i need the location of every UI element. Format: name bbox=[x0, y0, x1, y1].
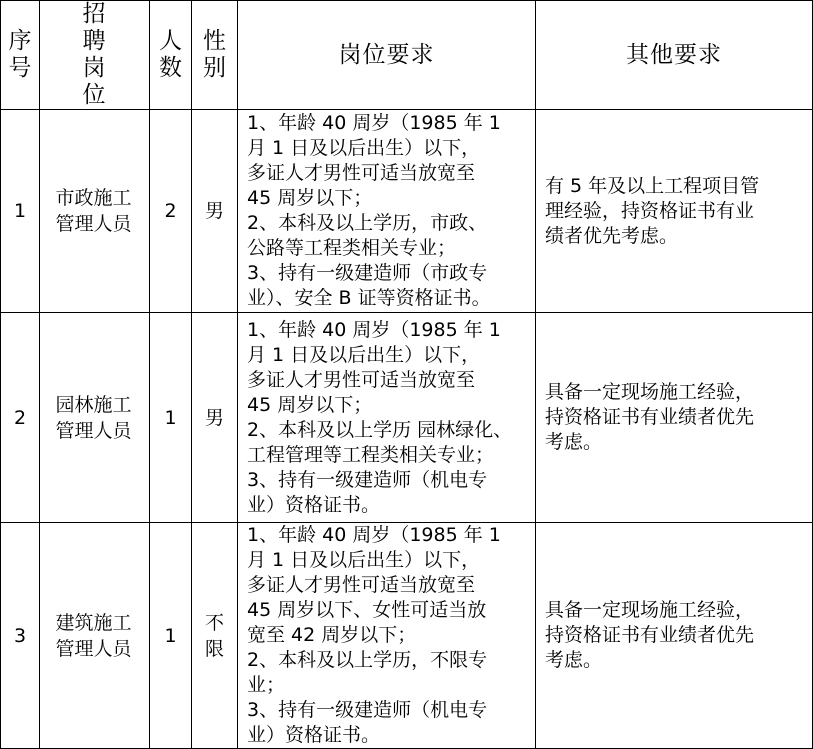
header-gender: 性别 bbox=[192, 1, 238, 110]
header-count: 人数 bbox=[150, 1, 192, 110]
row-other bbox=[536, 523, 813, 749]
header-index: 序号 bbox=[1, 1, 40, 110]
other-line: 具备一定现场施工经验， bbox=[545, 599, 755, 621]
requirement-line: 业）资格证书。 bbox=[247, 493, 381, 516]
row-requirements bbox=[238, 523, 536, 749]
row-gender: 男 bbox=[192, 110, 238, 313]
requirement-line: 1、年龄 40 周岁（1985 年 1 bbox=[247, 318, 501, 341]
other-line: 持资格证书有业绩者优先 bbox=[545, 406, 755, 428]
other-line: 考虑。 bbox=[545, 649, 603, 671]
row-index: 1 bbox=[1, 110, 40, 313]
header-row bbox=[1, 1, 813, 110]
row-position: 市政施工管理人员 bbox=[40, 110, 150, 313]
row-requirements bbox=[238, 110, 536, 313]
other-line: 理经验，持资格证书有业 bbox=[545, 199, 755, 222]
other-line: 考虑。 bbox=[545, 431, 603, 453]
requirement-line: 宽至 42 周岁以下； bbox=[247, 624, 417, 646]
requirement-line: 业）资格证书。 bbox=[247, 724, 381, 746]
table-row bbox=[1, 313, 813, 523]
requirement-line: 业）、安全 B 证等资格证书。 bbox=[247, 287, 491, 309]
other-line: 具备一定现场施工经验， bbox=[545, 381, 755, 403]
requirement-line: 多证人才男性可适当放宽至 bbox=[247, 368, 476, 391]
header-position: 招聘岗位 bbox=[40, 1, 150, 110]
requirement-line: 1、年龄 40 周岁（1985 年 1 bbox=[247, 524, 501, 546]
table-row bbox=[1, 110, 813, 313]
header-other: 其他要求 bbox=[536, 1, 813, 110]
requirement-line: 月 1 日及以后出生）以下， bbox=[247, 343, 481, 366]
row-position: 建筑施工管理人员 bbox=[40, 523, 150, 749]
requirement-line: 月 1 日及以后出生）以下， bbox=[247, 137, 481, 159]
row-gender: 男 bbox=[192, 313, 238, 523]
header-requirements: 岗位要求 bbox=[238, 1, 536, 110]
row-gender: 不限 bbox=[192, 523, 238, 749]
row-other bbox=[536, 313, 813, 523]
row-count: 2 bbox=[150, 110, 192, 313]
row-index: 2 bbox=[1, 313, 40, 523]
requirement-line: 3、持有一级建造师（机电专 bbox=[247, 699, 488, 721]
requirement-line: 2、本科及以上学历，市政、 bbox=[247, 212, 488, 234]
other-line: 持资格证书有业绩者优先 bbox=[545, 624, 755, 646]
requirement-line: 公路等工程类相关专业； bbox=[247, 237, 457, 259]
requirement-line: 3、持有一级建造师（机电专 bbox=[247, 468, 488, 491]
requirement-line: 2、本科及以上学历 园林绿化、 bbox=[247, 418, 513, 441]
requirement-line: 工程管理等工程类相关专业； bbox=[247, 443, 495, 466]
requirement-line: 多证人才男性可适当放宽至 bbox=[247, 574, 476, 596]
requirement-line: 1、年龄 40 周岁（1985 年 1 bbox=[247, 112, 501, 134]
requirement-line: 45 周岁以下； bbox=[247, 187, 373, 209]
row-requirements bbox=[238, 313, 536, 523]
requirement-line: 多证人才男性可适当放宽至 bbox=[247, 162, 476, 184]
other-line: 有 5 年及以上工程项目管 bbox=[545, 174, 760, 197]
row-count: 1 bbox=[150, 313, 192, 523]
row-index: 3 bbox=[1, 523, 40, 749]
requirement-line: 45 周岁以下； bbox=[247, 393, 373, 416]
requirement-line: 3、持有一级建造师（市政专 bbox=[247, 262, 488, 284]
row-count: 1 bbox=[150, 523, 192, 749]
row-position: 园林施工管理人员 bbox=[40, 313, 150, 523]
table-row bbox=[1, 523, 813, 749]
requirement-line: 月 1 日及以后出生）以下， bbox=[247, 549, 481, 571]
other-line: 绩者优先考虑。 bbox=[545, 224, 679, 247]
row-other bbox=[536, 110, 813, 313]
requirement-line: 45 周岁以下、女性可适当放 bbox=[247, 599, 487, 621]
requirement-line: 2、本科及以上学历，不限专 bbox=[247, 649, 488, 671]
requirement-line: 业； bbox=[247, 674, 286, 696]
